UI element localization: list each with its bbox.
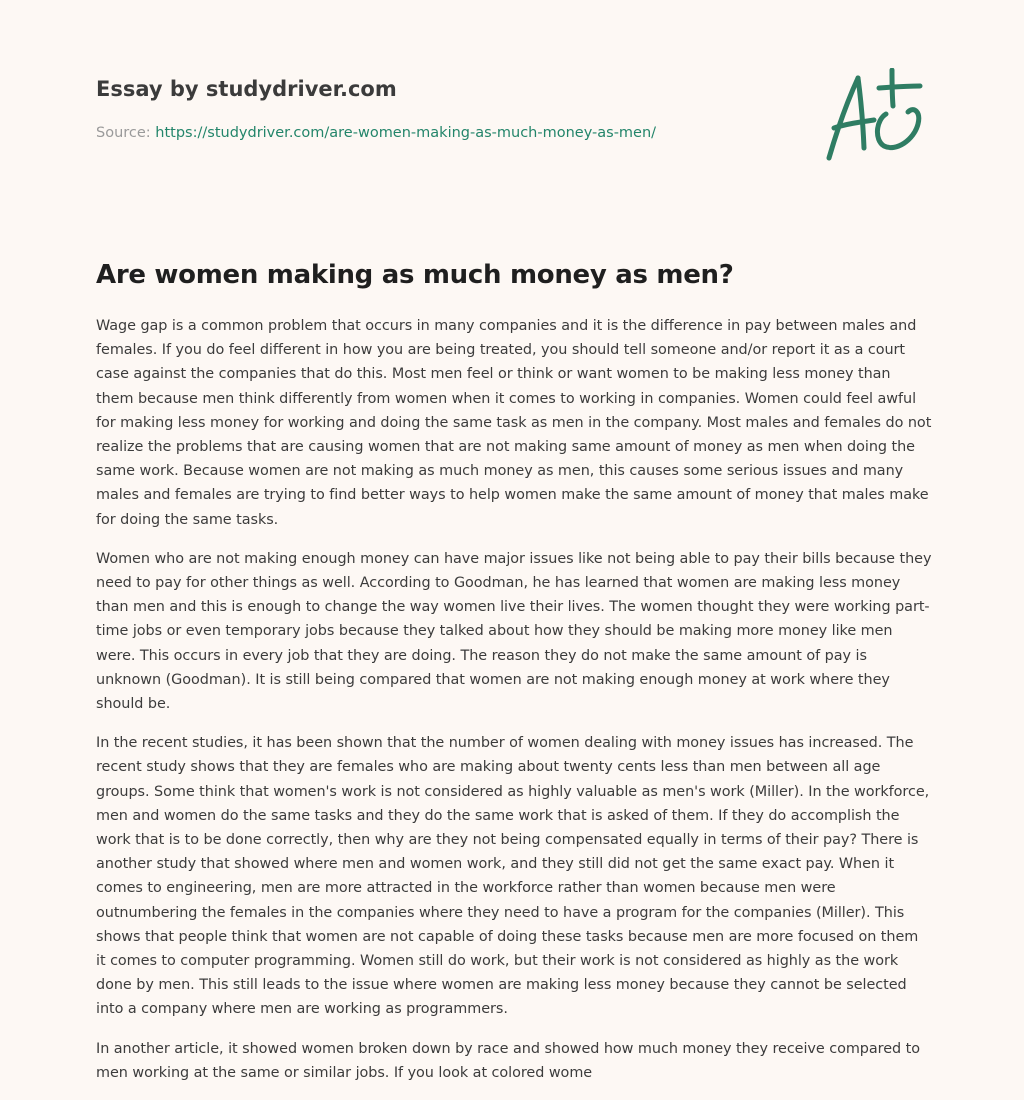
essay-title: Are women making as much money as men? — [96, 260, 734, 290]
a-plus-logo-icon — [822, 68, 928, 164]
source-link[interactable]: https://studydriver.com/are-women-making-as-much-money-as-men/ — [155, 125, 657, 141]
essay-paragraph: Wage gap is a common problem that occurs in many companies and it is the difference in pay between males and females. If you do feel different in how you are being treated, you should tell someone and/or report it as a court case against the companies that do this. Most men feel or think or want women to be making less money than them because men think differently from women when it comes to working in companies. Women could feel awful for making less money for working and doing the same task as men in the company. Most males and females do not realize the problems that are causing women that are not making same amount of money as men when doing the same work. Because women are not making as much money as men, this causes some serious issues and many males and females are trying to find better ways to help women make the same amount of money that males make for doing the same tasks. — [96, 318, 932, 528]
essay-paragraph: In the recent studies, it has been shown that the number of women dealing with money issues has increased. The recent study shows that they are females who are making about twenty cents less than men between all age groups. Some think that women's work is not considered as highly valuable as men's work (Miller). In the workforce, men and women do the same tasks and they do the same work that is asked of them. If they do accomplish the work that is to be done correctly, then why are they not being compensated equally in terms of their pay? There is another study that showed where men and women work, and they still did not get the same exact pay. When it comes to engineering, men are more attracted in the workforce rather than women because men were outnumbering the females in the companies where they need to have a program for the companies (Miller). This shows that people think that women are not capable of doing these tasks because men are more focused on them it comes to computer programming. Women still do work, but their work is not considered as highly as the work done by men. This still leads to the issue where women are making less money because they cannot be selected into a company where men are working as programmers. — [96, 735, 930, 1018]
source-line — [96, 123, 736, 143]
essay-body — [96, 314, 932, 1100]
source-label: Source: — [96, 125, 156, 141]
essay-paragraph: Women who are not making enough money can have major issues like not being able to pay their bills because they need to pay for other things as well. According to Goodman, he has learned that women are making less money than men and this is enough to change the way women live their lives. The women thought they were working part-time jobs or even temporary jobs because they talked about how they should be making more money like men were. This occurs in every job that they are doing. The reason they do not make the same amount of pay is unknown (Goodman). It is still being compared that women are not making enough money at work where they should be. — [96, 550, 932, 713]
document-header — [96, 74, 736, 143]
essay-paragraph: In another article, it showed women broken down by race and showed how much money they receive compared to men working at the same or similar jobs. If you look at colored wome — [96, 1040, 920, 1081]
site-title: Essay by studydriver.com — [96, 77, 397, 101]
